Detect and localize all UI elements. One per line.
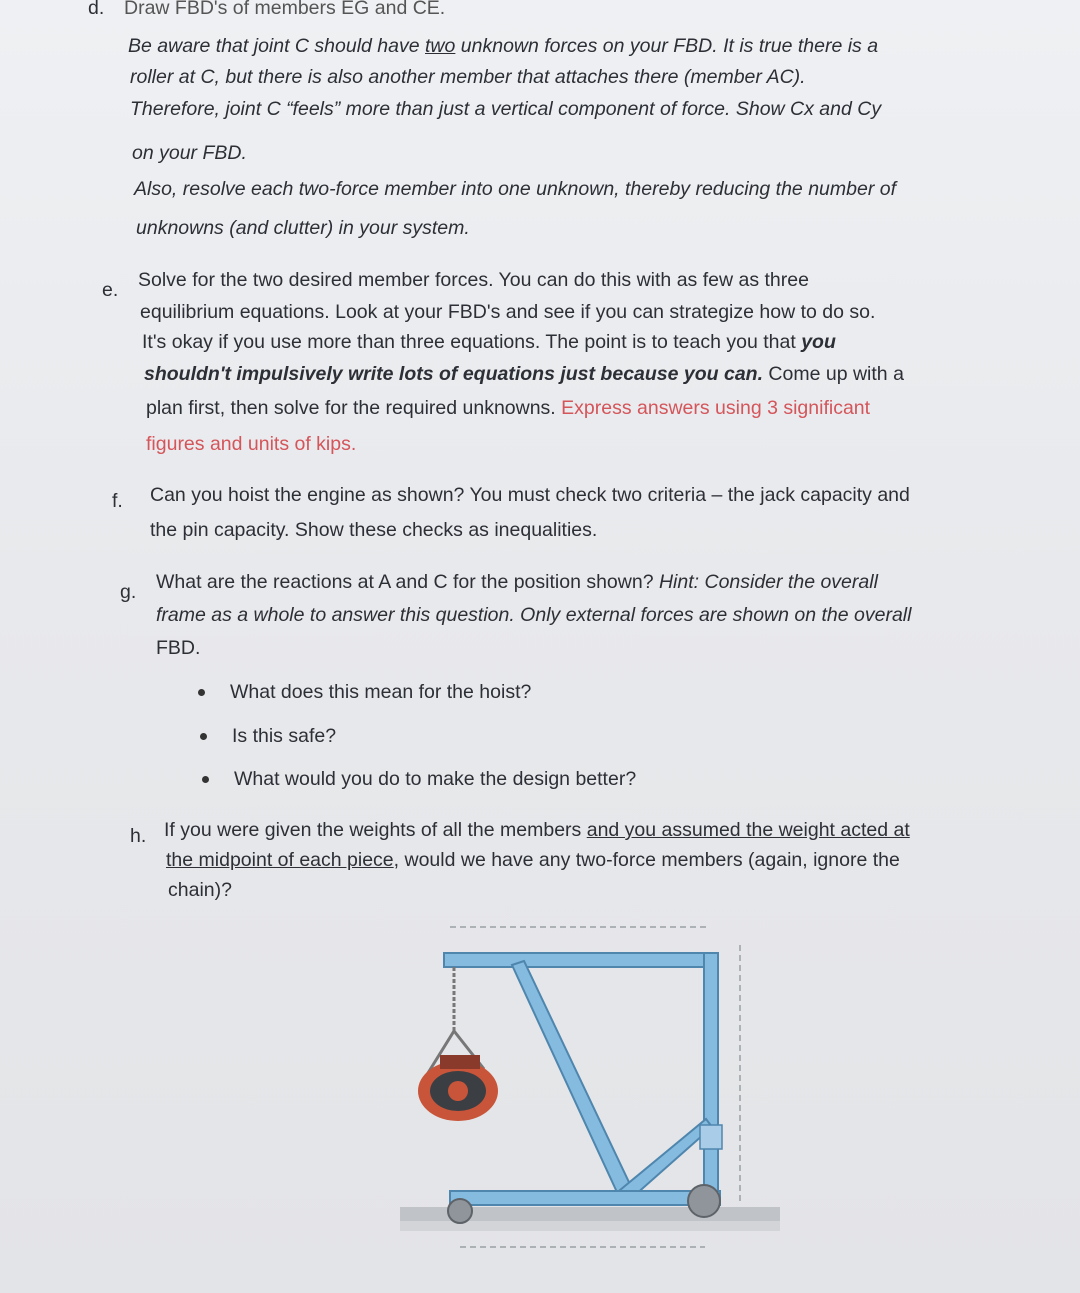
item-g-line-2: frame as a whole to answer this question. Only external forces are shown on the overall bbox=[156, 604, 912, 626]
item-e-line-6: figures and units of kips. bbox=[146, 433, 357, 455]
item-h-line-3: chain)? bbox=[168, 879, 232, 901]
item-g-marker: g. bbox=[120, 581, 137, 603]
item-f-marker: f. bbox=[112, 490, 123, 512]
item-f-line-1: Can you hoist the engine as shown? You must check two criteria – the jack capacity and bbox=[150, 484, 910, 506]
item-e-line-4: shouldn't impulsively write lots of equations just because you can. Come up with a bbox=[144, 363, 904, 385]
item-g-line-1: What are the reactions at A and C for the position shown? Hint: Consider the overall bbox=[156, 571, 878, 593]
item-f-line-2: the pin capacity. Show these checks as inequalities. bbox=[150, 519, 598, 541]
item-d-p2-line-2: unknowns (and clutter) in your system. bbox=[136, 217, 470, 239]
item-g-line-3: FBD. bbox=[156, 637, 201, 659]
base-member bbox=[450, 1191, 720, 1205]
bullet-item-1: What does this mean for the hoist? bbox=[230, 681, 532, 703]
item-e-marker: e. bbox=[102, 279, 119, 301]
bullet-marker bbox=[198, 689, 205, 696]
engine-hoist-figure bbox=[400, 905, 780, 1285]
item-h-line-1: If you were given the weights of all the members and you assumed the weight acted at bbox=[164, 819, 910, 841]
item-d-p1-line-2: roller at C, but there is also another member that attaches there (member AC). bbox=[130, 66, 806, 88]
item-d-heading: Draw FBD's of members EG and CE. bbox=[124, 0, 446, 19]
strut-member bbox=[512, 961, 636, 1203]
bullet-marker bbox=[202, 776, 209, 783]
bullet-item-2: Is this safe? bbox=[232, 725, 337, 747]
item-d-p1-line-3: Therefore, joint C “feels” more than just a vertical component of force. Show Cx and Cy bbox=[130, 98, 882, 120]
boom-member bbox=[444, 953, 712, 967]
item-h-line-2: the midpoint of each piece, would we have any two-force members (again, ignore the bbox=[166, 849, 900, 871]
mast-member bbox=[704, 953, 718, 1203]
bullet-marker bbox=[200, 733, 207, 740]
item-e-line-3: It's okay if you use more than three equations. The point is to teach you that you bbox=[142, 331, 836, 353]
engine bbox=[418, 1055, 498, 1121]
item-e-line-1: Solve for the two desired member forces. You can do this with as few as three bbox=[138, 269, 809, 291]
bullet-item-3: What would you do to make the design better? bbox=[234, 768, 637, 790]
item-d-marker: d. bbox=[88, 0, 105, 19]
item-d-p1-line-4: on your FBD. bbox=[132, 142, 247, 164]
item-d-p1-line-1: Be aware that joint C should have two unknown forces on your FBD. It is true there is a bbox=[128, 35, 879, 57]
wheel-right bbox=[688, 1185, 720, 1217]
item-h-marker: h. bbox=[130, 825, 147, 847]
item-e-line-5: plan first, then solve for the required unknowns. Express answers using 3 significant bbox=[146, 397, 871, 419]
item-e-line-2: equilibrium equations. Look at your FBD's and see if you can strategize how to do so. bbox=[140, 301, 876, 323]
item-d-p2-line-1: Also, resolve each two-force member into one unknown, thereby reducing the number of bbox=[134, 178, 896, 200]
wheel-left bbox=[448, 1199, 472, 1223]
jack bbox=[700, 1125, 722, 1149]
